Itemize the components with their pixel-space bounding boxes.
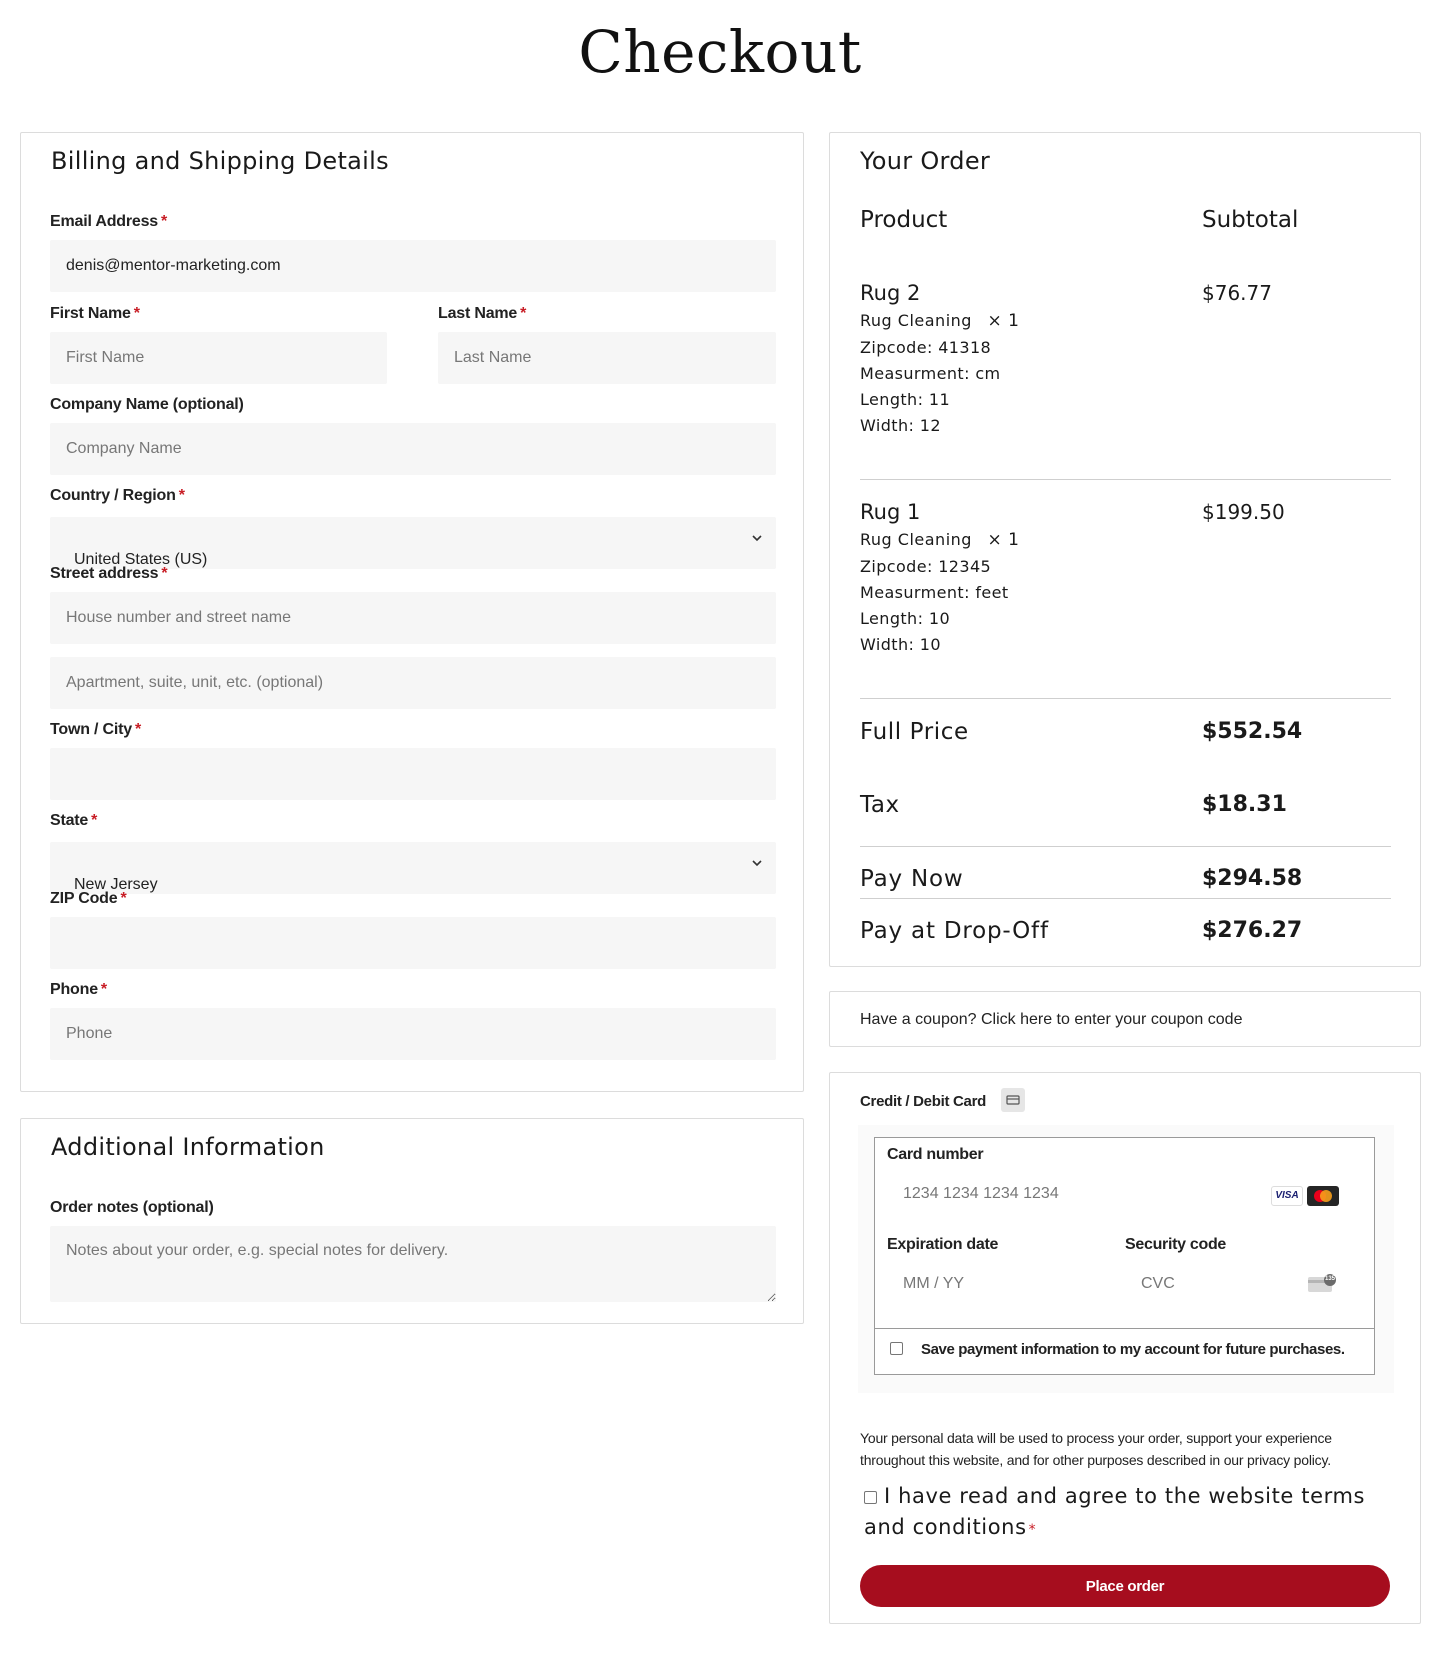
order-notes-label: Order notes (optional) — [50, 1199, 214, 1216]
mastercard-icon — [1307, 1186, 1339, 1206]
required-mark: * — [520, 305, 527, 322]
item-meta: Measurment: feet — [860, 583, 1009, 602]
order-item — [860, 281, 1390, 435]
zip-input[interactable] — [50, 917, 776, 969]
page-title: Checkout — [578, 18, 862, 86]
divider — [860, 698, 1391, 699]
item-service — [860, 311, 1390, 331]
item-meta: Width: 10 — [860, 635, 941, 654]
email-label — [50, 213, 776, 231]
terms-line2: and conditions — [864, 1515, 1027, 1539]
full-price-label: Full Price — [860, 719, 969, 745]
city-input[interactable] — [50, 748, 776, 800]
payment-method-label: Credit / Debit Card — [860, 1093, 986, 1110]
billing-title: Billing and Shipping Details — [51, 147, 389, 175]
item-service — [860, 530, 1390, 550]
required-mark: * — [91, 812, 98, 829]
required-mark: * — [161, 565, 168, 582]
order-title: Your Order — [860, 147, 991, 175]
email-field-group — [50, 213, 776, 292]
pay-now-label: Pay Now — [860, 866, 964, 892]
item-service-name: Rug Cleaning — [860, 530, 972, 549]
item-meta: Zipcode: 41318 — [860, 338, 992, 357]
place-order-button[interactable]: Place order — [860, 1565, 1390, 1607]
credit-card-icon — [1001, 1088, 1025, 1112]
required-mark: * — [1028, 1522, 1037, 1538]
save-payment-frame — [874, 1329, 1375, 1375]
required-mark: * — [178, 487, 185, 504]
divider — [860, 479, 1391, 480]
state-label-text: State — [50, 812, 89, 829]
country-label-text: Country / Region — [50, 487, 176, 504]
order-notes-input[interactable] — [50, 1226, 776, 1302]
chevron-down-icon — [750, 856, 764, 870]
col-subtotal-header: Subtotal — [1202, 207, 1299, 233]
required-mark: * — [120, 890, 127, 907]
city-label-text: Town / City — [50, 721, 132, 738]
cvc-badge-text: 135 — [1324, 1276, 1335, 1282]
state-group — [50, 812, 776, 894]
company-group — [50, 396, 776, 475]
payment-card — [829, 1072, 1421, 1624]
expiry-label: Expiration date — [887, 1236, 999, 1253]
card-details-frame — [874, 1137, 1375, 1329]
pay-dropoff-label: Pay at Drop-Off — [860, 918, 1049, 944]
first-name-group — [50, 305, 387, 384]
country-group — [50, 487, 776, 569]
payment-form-box — [858, 1125, 1394, 1393]
zip-label-text: ZIP Code — [50, 890, 118, 907]
street-label — [50, 565, 776, 583]
country-select[interactable] — [50, 517, 776, 569]
order-item — [860, 500, 1390, 654]
first-name-input[interactable] — [50, 332, 387, 384]
country-label — [50, 487, 776, 505]
last-name-input[interactable] — [438, 332, 776, 384]
pay-now-value: $294.58 — [1202, 866, 1303, 891]
item-meta: Zipcode: 12345 — [860, 557, 992, 576]
city-label — [50, 721, 776, 739]
col-product-header: Product — [860, 207, 948, 233]
coupon-link[interactable]: Have a coupon? Click here to enter your coupon code — [860, 1011, 1243, 1028]
email-label-text: Email Address — [50, 213, 158, 230]
card-number-label: Card number — [887, 1146, 984, 1163]
order-card — [829, 132, 1421, 967]
country-select-value: United States (US) — [74, 551, 208, 568]
additional-info-card — [20, 1118, 804, 1324]
zip-label — [50, 890, 776, 908]
phone-label-text: Phone — [50, 981, 98, 998]
item-name: Rug 1 — [860, 500, 921, 524]
terms-label[interactable] — [864, 1481, 1404, 1546]
coupon-card[interactable] — [829, 991, 1421, 1047]
required-mark: * — [100, 981, 107, 998]
pay-dropoff-value: $276.27 — [1202, 918, 1303, 943]
state-label — [50, 812, 776, 830]
last-name-label — [438, 305, 776, 323]
divider — [860, 846, 1391, 847]
divider — [860, 898, 1391, 899]
privacy-text: Your personal data will be used to process your order, support your experience throughout this website, and for other purposes described in our privacy policy. — [860, 1430, 1332, 1468]
required-mark: * — [134, 721, 141, 738]
save-payment-checkbox[interactable] — [890, 1342, 903, 1355]
first-name-label-text: First Name — [50, 305, 131, 322]
company-label: Company Name (optional) — [50, 396, 244, 413]
billing-card — [20, 132, 804, 1092]
state-select[interactable] — [50, 842, 776, 894]
street-label-text: Street address — [50, 565, 159, 582]
phone-label — [50, 981, 776, 999]
required-mark: * — [160, 213, 167, 230]
tax-label: Tax — [860, 792, 900, 818]
cvc-card-icon — [1307, 1274, 1337, 1294]
phone-group — [50, 981, 776, 1060]
street2-input[interactable] — [50, 657, 776, 709]
save-payment-label[interactable]: Save payment information to my account for future purchases. — [921, 1341, 1345, 1358]
terms-line1: I have read and agree to the website terms — [884, 1484, 1366, 1508]
item-name: Rug 2 — [860, 281, 921, 305]
tax-value: $18.31 — [1202, 792, 1287, 817]
last-name-group — [438, 305, 776, 384]
item-meta: Width: 12 — [860, 416, 941, 435]
item-price: $76.77 — [1202, 281, 1272, 305]
item-meta: Length: 11 — [860, 390, 951, 409]
item-qty: × 1 — [987, 530, 1020, 550]
zip-group — [50, 890, 776, 969]
expiry-input[interactable] — [887, 1262, 1113, 1306]
item-price: $199.50 — [1202, 500, 1285, 524]
email-input[interactable] — [50, 240, 776, 292]
street-group — [50, 565, 776, 709]
city-group — [50, 721, 776, 800]
additional-info-title: Additional Information — [51, 1133, 325, 1161]
phone-input[interactable] — [50, 1008, 776, 1060]
item-qty: × 1 — [987, 311, 1020, 331]
company-input[interactable] — [50, 423, 776, 475]
chevron-down-icon — [750, 531, 764, 545]
last-name-label-text: Last Name — [438, 305, 518, 322]
required-mark: * — [133, 305, 140, 322]
street-input[interactable] — [50, 592, 776, 644]
first-name-label — [50, 305, 387, 323]
visa-icon: VISA — [1271, 1186, 1303, 1206]
order-notes-group — [50, 1199, 776, 1302]
full-price-value: $552.54 — [1202, 719, 1303, 744]
state-select-value: New Jersey — [74, 876, 158, 893]
item-service-name: Rug Cleaning — [860, 311, 972, 330]
item-meta: Length: 10 — [860, 609, 951, 628]
item-meta: Measurment: cm — [860, 364, 1001, 383]
cvc-label: Security code — [1125, 1236, 1227, 1253]
